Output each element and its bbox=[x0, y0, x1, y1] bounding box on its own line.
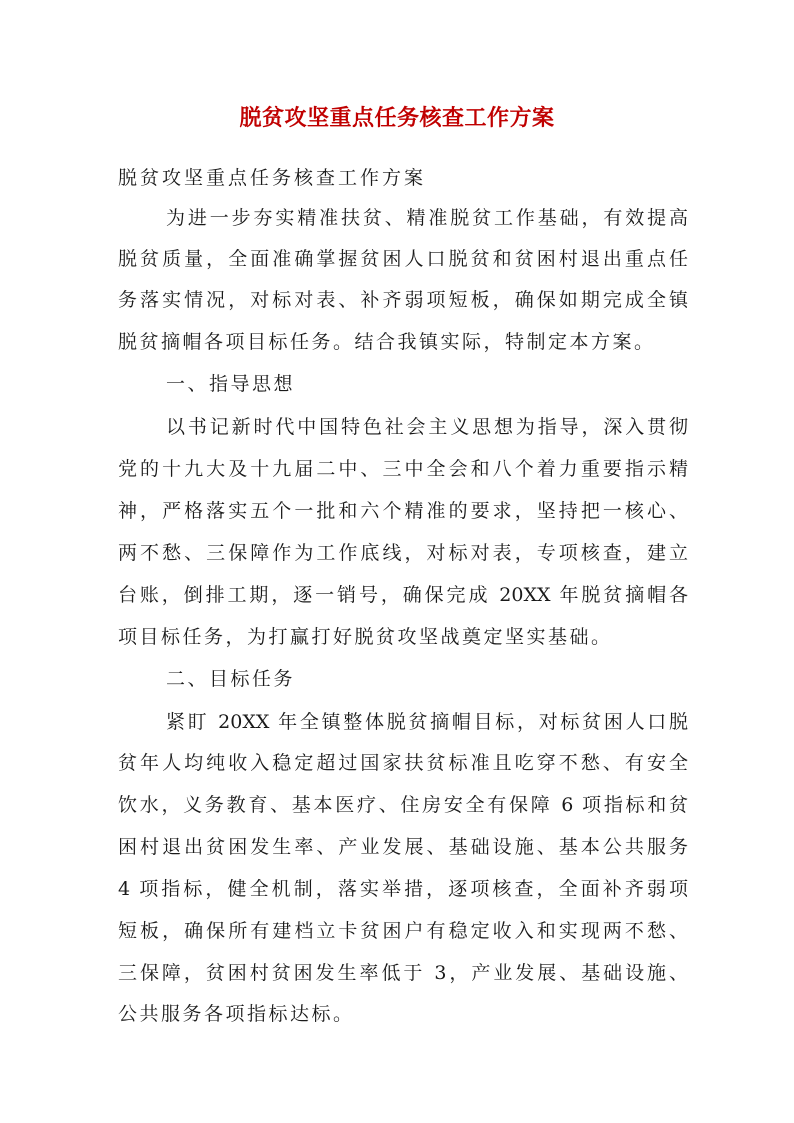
document-subtitle: 脱贫攻坚重点任务核查工作方案 bbox=[118, 167, 427, 189]
paragraph-line: 以书记新时代中国特色社会主义思想为指导，深入贯彻 bbox=[166, 416, 688, 438]
paragraph-line: 短板，确保所有建档立卡贫困户有稳定收入和实现两不愁、 bbox=[118, 920, 688, 942]
paragraph-line: 4 项指标，健全机制，落实举措，逐项核查，全面补齐弱项 bbox=[118, 878, 688, 900]
paragraph-line: 务落实情况，对标对表、补齐弱项短板，确保如期完成全镇 bbox=[118, 289, 688, 311]
paragraph-line: 困村退出贫困发生率、产业发展、基础设施、基本公共服务 bbox=[118, 836, 688, 858]
section-heading: 二、目标任务 bbox=[166, 668, 296, 690]
paragraph-line: 两不愁、三保障作为工作底线，对标对表，专项核查，建立 bbox=[118, 542, 688, 564]
paragraph-line: 台账，倒排工期，逐一销号，确保完成 20XX 年脱贫摘帽各 bbox=[118, 584, 688, 606]
paragraph-line: 脱贫质量，全面准确掌握贫困人口脱贫和贫困村退出重点任 bbox=[118, 248, 688, 270]
paragraph-line: 神，严格落实五个一批和六个精准的要求，坚持把一核心、 bbox=[118, 500, 688, 522]
document-title: 脱贫攻坚重点任务核查工作方案 bbox=[239, 105, 555, 131]
paragraph-line: 三保障，贫困村贫困发生率低于 3，产业发展、基础设施、 bbox=[118, 962, 688, 984]
paragraph-line: 贫年人均纯收入稳定超过国家扶贫标准且吃穿不愁、有安全 bbox=[118, 752, 688, 774]
paragraph-line: 紧盯 20XX 年全镇整体脱贫摘帽目标，对标贫困人口脱 bbox=[166, 711, 688, 733]
section-heading: 一、指导思想 bbox=[166, 373, 296, 395]
paragraph-line: 为进一步夯实精准扶贫、精准脱贫工作基础，有效提高 bbox=[166, 207, 688, 229]
paragraph-line: 公共服务各项指标达标。 bbox=[118, 1003, 355, 1025]
paragraph-line: 饮水，义务教育、基本医疗、住房安全有保障 6 项指标和贫 bbox=[118, 794, 688, 816]
paragraph-line: 脱贫摘帽各项目标任务。结合我镇实际，特制定本方案。 bbox=[118, 331, 656, 353]
paragraph-line: 项目标任务，为打赢打好脱贫攻坚战奠定坚实基础。 bbox=[118, 626, 613, 648]
paragraph-line: 党的十九大及十九届二中、三中全会和八个着力重要指示精 bbox=[118, 458, 688, 480]
